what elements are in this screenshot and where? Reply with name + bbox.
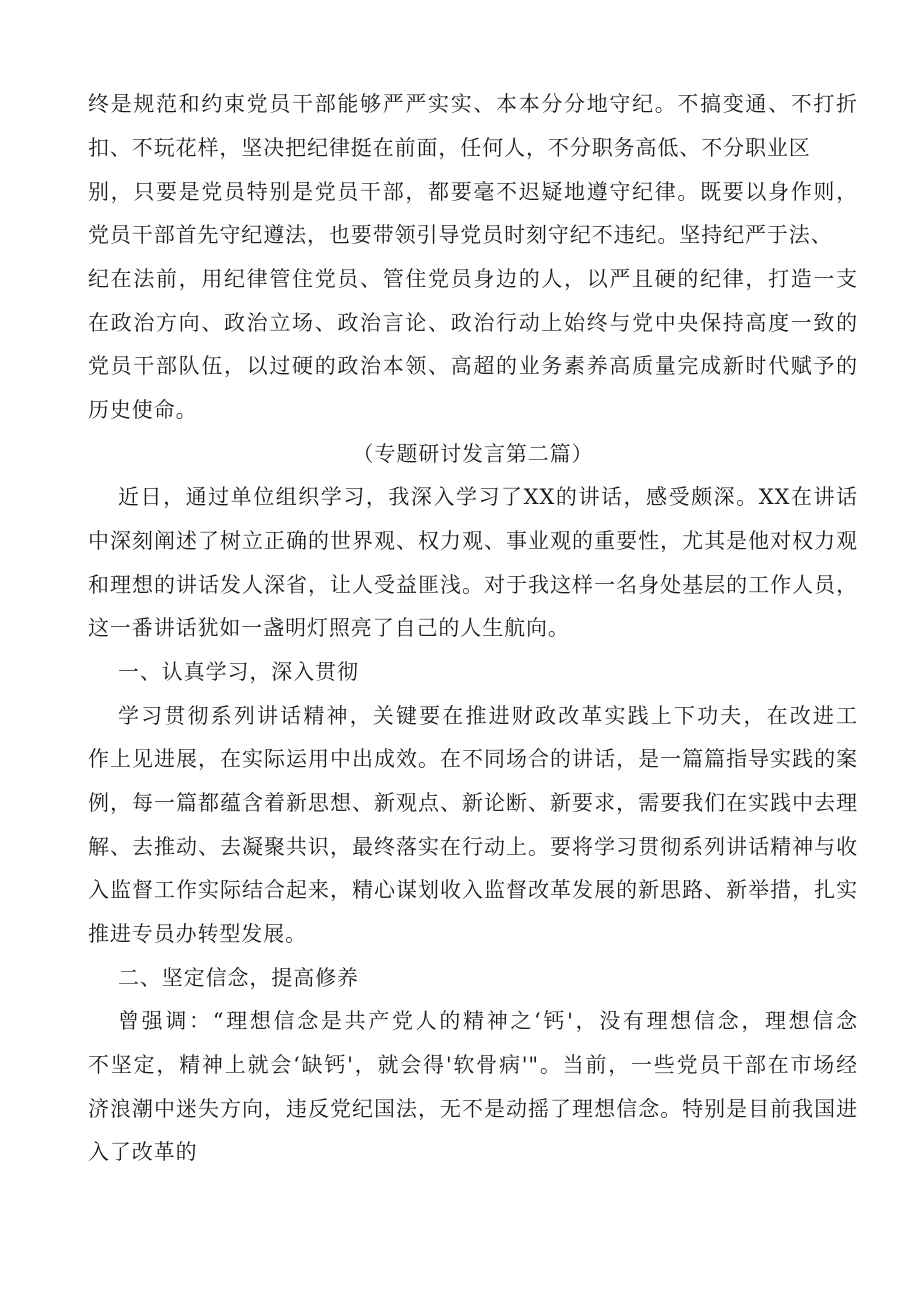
text-line-2: 扣、不玩花样，坚决把纪律挺在前面，任何人，不分职务高低、不分职业区: [88, 136, 811, 160]
paragraph-line-11: 曾强调：“理想信念是共产党人的精神之‘钙'，没有理想信念，理想信念: [118, 1009, 858, 1033]
paragraph-line-6: 作上见进展，在实际运用中出成效。在不同场合的讲话，是一篇篇指导实践的案: [88, 747, 858, 771]
paragraph-line-2: 中深刻阐述了树立正确的世界观、权力观、事业观的重要性，尤其是他对权力观: [88, 529, 858, 553]
text-line-8: 历史使命。: [88, 398, 198, 422]
paragraph-line-12: 不坚定，精神上就会‘缺钙'，就会得'软骨病'"。当前，一些党员干部在市场经: [88, 1053, 858, 1077]
text-line-6: 在政治方向、政治立场、政治言论、政治行动上始终与党中央保持高度一致的: [88, 311, 858, 335]
paragraph-line-9: 入监督工作实际结合起来，精心谋划收入监督改革发展的新思路、新举措，扎实: [88, 878, 858, 902]
paragraph-line-4: 这一番讲话犹如一盏明灯照亮了自己的人生航向。: [88, 616, 570, 640]
paragraph-line-7: 例，每一篇都蕴含着新思想、新观点、新论断、新要求，需要我们在实践中去理: [88, 791, 858, 815]
text-line-3: 别，只要是党员特别是党员干部，都要毫不迟疑地遵守纪律。既要以身作则，: [88, 180, 858, 204]
paragraph-line-5: 学习贯彻系列讲话精神，关键要在推进财政改革实践上下功夫，在改进工: [118, 704, 858, 728]
section-title: （专题研讨发言第二篇）: [352, 442, 594, 466]
paragraph-line-10: 推进专员办转型发展。: [88, 922, 307, 946]
text-line-7: 党员干部队伍，以过硬的政治本领、高超的业务素养高质量完成新时代赋予的: [88, 354, 858, 378]
text-line-5: 纪在法前，用纪律管住党员、管住党员身边的人，以严且硬的纪律，打造一支: [88, 267, 858, 291]
text-line-4: 党员干部首先守纪遵法，也要带领引导党员时刻守纪不违纪。坚持纪严于法、: [88, 223, 833, 247]
text-line-1: 终是规范和约束党员干部能够严严实实、本本分分地守纪。不搞变通、不打折: [88, 92, 858, 116]
paragraph-line-13: 济浪潮中迷失方向，违反党纪国法，无不是动摇了理想信念。特别是目前我国进: [88, 1097, 858, 1121]
paragraph-line-3: 和理想的讲话发人深省，让人受益匪浅。对于我这样一名身处基层的工作人员，: [88, 573, 858, 597]
heading-2: 二、坚定信念，提高修养: [118, 966, 359, 990]
paragraph-line-14: 入了改革的: [88, 1140, 198, 1164]
paragraph-line-1: 近日，通过单位组织学习，我深入学习了XX的讲话，感受颇深。XX在讲话: [118, 485, 858, 509]
heading-1: 一、认真学习，深入贯彻: [118, 660, 359, 684]
paragraph-line-8: 解、去推动、去凝聚共识，最终落实在行动上。要将学习贯彻系列讲话精神与收: [88, 835, 858, 859]
